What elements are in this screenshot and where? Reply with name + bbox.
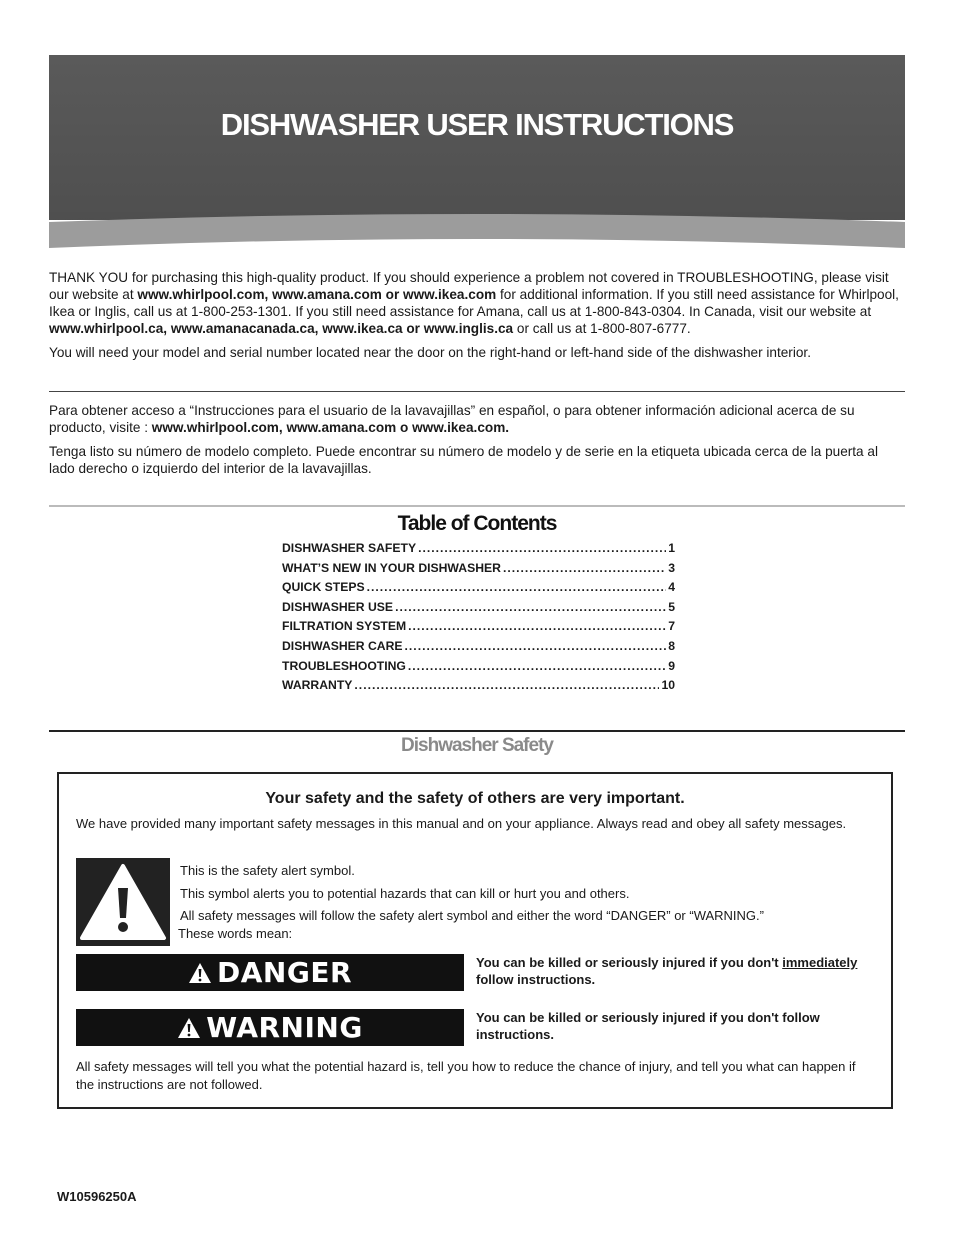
intro-paragraph-1: THANK YOU for purchasing this high-quality product. If you should experience a problem not covered in TROUBLESHOOTING, please visit our website at www.whirlpool.com, www.amana.com or www.ikea.com for additional information. If you still need assistance for Whirlpool, Ikea or Inglis, call us at 1-800-253-1301. If you still need assistance for Amana, call us at 1-800-843-0304. In Canada, visit our website at www.whirlpool.ca, www.amanacanada.ca, www.ikea.ca or www.inglis.ca or call us at 1-800-807-6777.	[49, 270, 899, 336]
spanish-websites: www.whirlpool.com, www.amana.com o www.ikea.com.	[151, 420, 510, 435]
toc-item[interactable]: QUICK STEPS ..... 4	[282, 580, 675, 600]
safety-box	[57, 772, 893, 1109]
header-banner	[49, 55, 905, 220]
safety-heading: Your safety and the safety of others are very important.	[265, 790, 685, 807]
toc-item[interactable]: DISHWASHER USE ..... 5	[282, 600, 675, 620]
warning-triangle-icon	[188, 962, 212, 984]
danger-label: DANGER	[76, 954, 464, 991]
canada-websites: www.whirlpool.ca, www.amanacanada.ca, www.ikea.ca or www.inglis.ca	[49, 321, 514, 336]
divider-1	[49, 391, 905, 392]
warning-label: WARNING	[76, 1009, 464, 1046]
spanish-paragraph-2: Tenga listo su número de modelo completo. Puede encontrar su número de modelo y de serie en la etiqueta ubicada cerca de la puerta al lado derecho o izquierdo del interior de la lavavajillas.	[49, 444, 878, 476]
warning-description: You can be killed or seriously injured if you don't follow instructions.	[476, 1010, 820, 1042]
section-title: Dishwasher Safety	[401, 735, 553, 756]
toc-item[interactable]: FILTRATION SYSTEM ..... 7	[282, 619, 675, 639]
safety-footer: All safety messages will tell you what the potential hazard is, tell you how to reduce the chance of injury, and tell you what can happen if the instructions are not followed.	[76, 1059, 856, 1092]
danger-description: You can be killed or seriously injured if you don't immediately follow instructions.	[476, 955, 858, 987]
toc-item[interactable]: TROUBLESHOOTING ..... 9	[282, 659, 675, 679]
safety-intro: We have provided many important safety messages in this manual and on your appliance. Always read and obey all safety messages.	[76, 816, 847, 831]
safety-symbol-text: This is the safety alert symbol. This symbol alerts you to potential hazards that can kill or hurt you and others. All safety messages will follow the safety alert symbol and either the word “DANGER” or “WARNING.” These words mean:	[178, 863, 764, 941]
toc-item[interactable]: WARRANTY ..... 10	[282, 678, 675, 698]
safety-alert-icon	[76, 858, 170, 946]
us-websites: www.whirlpool.com, www.amana.com or www.ikea.com	[137, 287, 497, 302]
toc-item[interactable]: DISHWASHER CARE ..... 8	[282, 639, 675, 659]
divider-2	[49, 505, 905, 507]
header-swoosh	[49, 212, 905, 248]
page-title: DISHWASHER USER INSTRUCTIONS	[220, 107, 734, 142]
toc-item[interactable]: DISHWASHER SAFETY ..... 1	[282, 541, 675, 561]
toc-title: Table of Contents	[397, 512, 557, 535]
toc-item[interactable]: WHAT’S NEW IN YOUR DISHWASHER ..... 3	[282, 561, 675, 581]
warning-triangle-icon	[177, 1017, 201, 1039]
intro-paragraph-2: You will need your model and serial number located near the door on the right-hand or left-hand side of the dishwasher interior.	[49, 345, 811, 360]
spanish-paragraph-1: Para obtener acceso a “Instrucciones para el usuario de la lavavajillas” en español, o para obtener información adicional acerca de su producto, visite : www.whirlpool.com, www.amana.com o www.ikea.com.	[49, 403, 855, 435]
spanish-text	[49, 402, 905, 484]
document-number: W10596250A	[57, 1189, 137, 1204]
divider-3	[49, 730, 905, 732]
table-of-contents	[282, 541, 675, 698]
intro-text	[49, 269, 905, 368]
